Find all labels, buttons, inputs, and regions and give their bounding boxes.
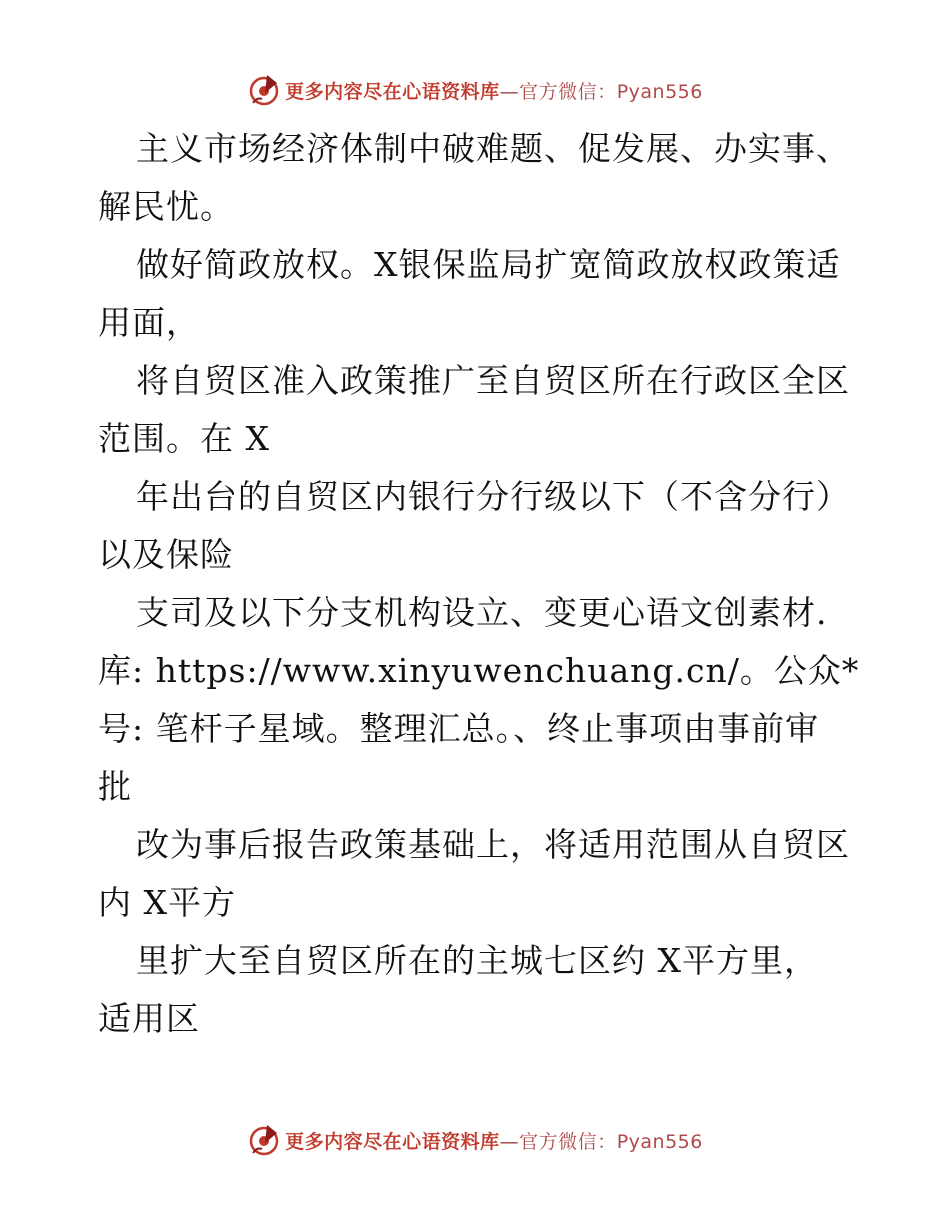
text-line: 以及保险 xyxy=(98,535,234,574)
text-line: 范围。在 X xyxy=(98,419,270,458)
text-line: 里扩大至自贸区所在的主城七区约 X平方里， xyxy=(136,941,818,980)
watermark-account: Pyan556 xyxy=(616,80,703,103)
footer-watermark xyxy=(0,1122,950,1158)
watermark-main: 更多内容尽在心语资料库 xyxy=(285,80,500,103)
text-line: 做好简政放权。X银保监局扩宽简政放权政策适 xyxy=(136,245,841,284)
text-line: 改为事后报告政策基础上，将适用范围从自贸区 xyxy=(136,825,850,864)
watermark-wechat: 官方微信： xyxy=(519,80,617,103)
text-line: 主义市场经济体制中破难题、促发展、办实事、 xyxy=(136,129,850,168)
watermark-text xyxy=(285,1127,703,1154)
header-watermark xyxy=(0,72,950,108)
brand-logo-icon xyxy=(247,73,281,107)
text-line: 支司及以下分支机构设立、变更心语文创素材. xyxy=(136,593,828,632)
brand-logo-icon xyxy=(247,1123,281,1157)
watermark-main: 更多内容尽在心语资料库 xyxy=(285,1130,500,1153)
text-line: 解民忧。 xyxy=(98,187,234,226)
text-line: 年出台的自贸区内银行分行级以下（不含分行） xyxy=(136,477,850,516)
text-line: 号: 笔杆子星域。整理汇总。、终止事项由事前审 xyxy=(98,709,820,748)
text-line: 适用区 xyxy=(98,999,200,1038)
watermark-text xyxy=(285,77,703,104)
watermark-account: Pyan556 xyxy=(616,1130,703,1153)
watermark-separator: — xyxy=(499,1130,520,1153)
watermark-wechat: 官方微信： xyxy=(519,1130,617,1153)
watermark-separator: — xyxy=(499,80,520,103)
text-line: 用面， xyxy=(98,303,200,342)
text-line: 库: https://www.xinyuwenchuang.cn/。公众* xyxy=(98,651,860,690)
text-line: 内 X平方 xyxy=(98,883,236,922)
text-line: 将自贸区准入政策推广至自贸区所在行政区全区 xyxy=(136,361,850,400)
text-line: 批 xyxy=(98,767,132,806)
